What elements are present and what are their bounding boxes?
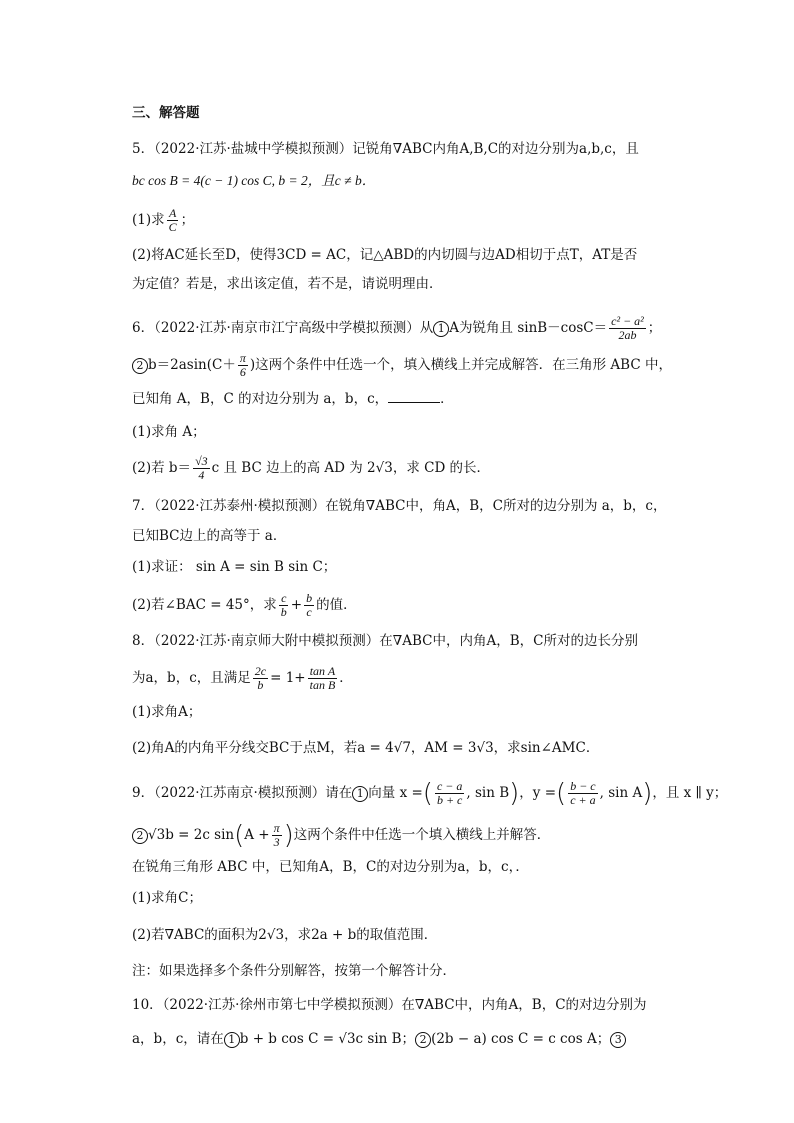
q8-line2: 为a，b，c，且满足 $\frac{2c}{b}$ = 1+ $\frac{\text{tan A}}{\text{tan B}}$ ． <box>132 664 353 692</box>
q8-line1: 8．（2022·江苏·南京师大附中模拟预测）在∇ABC中，内角A，B，C所对的边长分别 <box>132 633 638 649</box>
q8-part2: (2)角A的内角平分线交BC于点M，若a = 4√7，AM = 3√3，求sin∠AMC． <box>132 740 600 756</box>
q9-note: 注：如果选择多个条件分别解答，按第一个解答计分． <box>132 963 456 979</box>
q5-line1: 5．（2022·江苏·盐城中学模拟预测）记锐角∇ABC内角A,B,C的对边分别为a,b,c，且 <box>132 141 639 157</box>
fraction-b-c-over-c-a: $\frac{b - c}{c + a}$ <box>570 779 596 807</box>
circled-2-icon: 2 <box>132 828 148 844</box>
q5-part2-line2: 为定值？若是，求出该定值，若不是，请说明理由． <box>132 276 443 292</box>
q5-part2-line1: (2)将AC延长至D，使得3CD = AC，记△ABD的内切圆与边AD相切于点T，AT是否 <box>132 247 638 263</box>
q6-part1: (1)求角 A； <box>132 424 206 440</box>
section-heading: 三、解答题 <box>132 105 200 121</box>
q6-line1: 6．（2022·江苏·南京市江宁高级中学模拟预测）从 1 A为锐角且 sinB－cosC＝ $\frac{\text{c² − a²}}{2ab}$ ； <box>132 314 662 342</box>
q8-part1: (1)求角A； <box>132 704 202 720</box>
circled-2-icon: 2 <box>415 1032 431 1048</box>
q7-line1: 7．（2022·江苏泰州·模拟预测）在锐角∇ABC中，角A，B，C所对的边分别为 a，b，c， <box>132 498 667 514</box>
q5-part1: (1)求 $\frac{A}{C}$ ； <box>132 206 195 234</box>
q7-part1: (1)求证： sin A = sin B sin C； <box>132 559 337 575</box>
fraction-c-a-over-b-c: $\frac{c - a}{b + c}$ <box>436 779 463 807</box>
q6-line2: 2 b＝2asin(C＋ $\frac{\pi}{6}$ )这两个条件中任选一个，填入横线上并完成解答．在三角形 ABC 中， <box>132 352 672 379</box>
q7-part2: (2)若∠BAC = 45°，求 $\frac{c}{b}$ + $\frac{b}{c}$ 的值． <box>132 591 357 619</box>
fraction-c2a2-over-2ab: $\frac{\text{c² − a²}}{2ab}$ <box>611 314 644 342</box>
fraction-2c-over-b: $\frac{2c}{b}$ <box>254 664 267 692</box>
fraction-b-over-c: $\frac{b}{c}$ <box>306 591 313 619</box>
fraction-c-over-b: $\frac{c}{b}$ <box>280 591 287 619</box>
q9-part1: (1)求角C； <box>132 890 202 906</box>
q6-line3: 已知角 A，B，C 的对边分别为 a，b，c， ． <box>132 391 454 407</box>
answer-blank <box>388 390 440 403</box>
fraction-root3-over-4: $\frac{√3}{4}$ <box>195 454 208 482</box>
fraction-pi-over-3: $\frac{\pi}{3}$ <box>273 821 280 849</box>
fraction-tana-over-tanb: $\frac{\text{tan A}}{\text{tan B}}$ <box>309 664 336 692</box>
fraction-a-over-c: $\frac{A}{C}$ <box>168 206 177 234</box>
q10-line1: 10．（2022·江苏·徐州市第七中学模拟预测）在∇ABC中，内角A，B，C的对边分别为 <box>132 997 647 1013</box>
q6-part2: (2)若 b＝ $\frac{√3}{4}$ c 且 BC 边上的高 AD 为 2√3，求 CD 的长． <box>132 454 491 482</box>
q9-part2: (2)若∇ABC的面积为2√3，求2a + b的取值范围． <box>132 927 438 943</box>
q10-line2: a，b，c，请在 1 b + b cos C = √3c sin B； 2 (2b − a) cos C = c cos A； 3 <box>132 1030 626 1048</box>
q9-line1: 9．（2022·江苏南京·模拟预测）请在 1 向量 x =( $\frac{c - a}{b + c}$ , sin B)，y =( $\frac{b - c}{c + a}$ , sin A)，且 x ∥ y； <box>132 778 728 809</box>
circled-1-icon: 1 <box>224 1032 240 1048</box>
circled-3-icon: 3 <box>610 1032 626 1048</box>
circled-2-icon: 2 <box>132 358 148 374</box>
fraction-pi-over-6: $\frac{\pi}{6}$ <box>239 351 246 379</box>
q5-line2: bc cos B = 4(c − 1) cos C, b = 2，且c ≠ b． <box>132 173 376 188</box>
q7-line2: 已知BC边上的高等于 a． <box>132 528 287 544</box>
q9-line3: 在锐角三角形 ABC 中，已知角A，B，C的对边分别为a，b，c，． <box>132 859 529 875</box>
circled-1-icon: 1 <box>433 321 449 337</box>
q9-line2: 2 √3b = 2c sin(A + $\frac{\pi}{3}$ )这两个条件中任选一个填入横线上并解答． <box>132 822 550 849</box>
circled-1-icon: 1 <box>352 786 368 802</box>
